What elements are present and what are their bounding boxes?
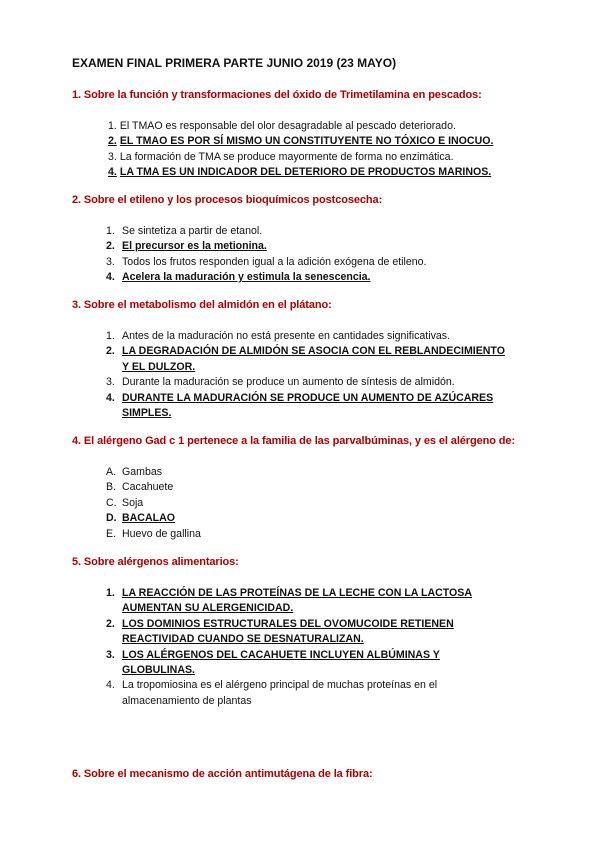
- item-number: 4.: [108, 166, 117, 179]
- item-text: El TMAO es responsable del olor desagradable al pescado deteriorado.: [119, 120, 456, 132]
- correct-answer-item: [106, 648, 490, 679]
- answer-list: [106, 586, 490, 709]
- item-text: LOS ALÉRGENOS DEL CACAHUETE INCLUYEN ALBÚMINAS Y GLOBULINAS.: [122, 648, 440, 677]
- item-number: D.: [106, 512, 117, 525]
- answer-item: [106, 465, 506, 480]
- item-text: BACALAO: [122, 512, 175, 525]
- item-text: EL TMAO ES POR SÍ MISMO UN CONSTITUYENTE NO TÓXICO E INOCUO.: [119, 135, 494, 148]
- item-number: 2.: [106, 345, 115, 358]
- item-text: Antes de la maduración no está presente en cantidades significativas.: [122, 330, 451, 342]
- answer-item: [106, 496, 506, 511]
- answer-item: [106, 678, 490, 709]
- answer-item: [106, 375, 506, 390]
- question-heading: 5. Sobre alérgenos alimentarios:: [72, 556, 239, 568]
- question-heading: 4. El alérgeno Gad c 1 pertenece a la familia de las parvalbúminas, y es el alérgeno de:: [72, 435, 516, 447]
- item-number: C.: [106, 496, 117, 509]
- item-number: 3.: [106, 255, 115, 268]
- item-text: Durante la maduración se produce un aumento de síntesis de almidón.: [122, 376, 455, 389]
- item-number: 2.: [106, 617, 115, 630]
- answer-item: [108, 150, 508, 165]
- item-number: 1.: [106, 225, 115, 237]
- item-number: E.: [106, 527, 117, 540]
- question-heading: 2. Sobre el etileno y los procesos bioquímicos postcosecha:: [72, 194, 383, 206]
- item-text: LA REACCIÓN DE LAS PROTEÍNAS DE LA LECHE CON LA LACTOSA AUMENTAN SU ALERGENICIDAD.: [122, 587, 472, 615]
- correct-answer-item: [106, 239, 506, 254]
- answer-item: [106, 480, 506, 495]
- item-number: 1.: [106, 587, 115, 599]
- exam-title: EXAMEN FINAL PRIMERA PARTE JUNIO 2019 (23 MAYO): [72, 56, 397, 70]
- correct-answer-item: [106, 270, 506, 285]
- answer-item: [106, 224, 506, 239]
- item-text: La tropomiosina es el alérgeno principal de muchas proteínas en el almacenamiento de plantas: [122, 679, 438, 707]
- item-text: LOS DOMINIOS ESTRUCTURALES DEL OVOMUCOIDE RETIENEN REACTIVIDAD CUANDO SE DESNATURALIZAN.: [122, 617, 454, 646]
- item-text: La formación de TMA se produce mayormente de forma no enzimática.: [119, 150, 454, 163]
- answer-list: [106, 465, 506, 542]
- answer-item: [106, 329, 506, 344]
- item-number: 4.: [106, 271, 115, 284]
- answer-item: [106, 527, 506, 542]
- item-number: A.: [106, 466, 117, 478]
- answer-item: [106, 255, 506, 270]
- correct-answer-item: [106, 617, 490, 648]
- item-number: 3.: [106, 648, 115, 661]
- item-number: 3.: [108, 150, 117, 163]
- correct-answer-item: [106, 511, 506, 526]
- item-number: 3.: [106, 376, 115, 389]
- item-number: 4.: [106, 679, 115, 692]
- answer-list: [106, 224, 506, 286]
- item-number: B.: [106, 481, 117, 494]
- correct-answer-item: [108, 134, 508, 149]
- item-text: Cacahuete: [122, 481, 174, 494]
- item-number: 1.: [108, 120, 117, 132]
- answer-list: [108, 119, 508, 181]
- answer-list: [106, 329, 506, 421]
- item-text: LA DEGRADACIÓN DE ALMIDÓN SE ASOCIA CON EL REBLANDECIMIENTO Y EL DULZOR.: [122, 345, 505, 373]
- item-text: DURANTE LA MADURACIÓN SE PRODUCE UN AUMENTO DE AZÚCARES SIMPLES.: [122, 391, 494, 420]
- correct-answer-item: [106, 586, 490, 617]
- item-text: Soja: [122, 496, 144, 509]
- item-text: Acelera la maduración y estimula la senescencia.: [122, 271, 371, 284]
- item-text: Gambas: [122, 466, 163, 478]
- correct-answer-item: [106, 344, 506, 375]
- item-text: Todos los frutos responden igual a la adición exógena de etileno.: [122, 255, 427, 268]
- item-number: 2.: [106, 240, 115, 253]
- question-heading: 6. Sobre el mecanismo de acción antimutágena de la fibra:: [72, 768, 373, 780]
- item-number: 2.: [108, 135, 117, 148]
- correct-answer-item: [106, 391, 506, 422]
- item-text: Se sintetiza a partir de etanol.: [122, 225, 263, 237]
- answer-item: [108, 119, 508, 134]
- question-heading: 3. Sobre el metabolismo del almidón en el plátano:: [72, 299, 332, 311]
- question-heading: 1. Sobre la función y transformaciones del óxido de Trimetilamina en pescados:: [72, 89, 482, 101]
- item-text: LA TMA ES UN INDICADOR DEL DETERIORO DE PRODUCTOS MARINOS.: [119, 166, 492, 179]
- item-number: 1.: [106, 330, 115, 342]
- item-text: Huevo de gallina: [122, 527, 201, 540]
- item-text: El precursor es la metionina.: [122, 240, 267, 253]
- item-number: 4.: [106, 391, 115, 404]
- correct-answer-item: [108, 165, 508, 180]
